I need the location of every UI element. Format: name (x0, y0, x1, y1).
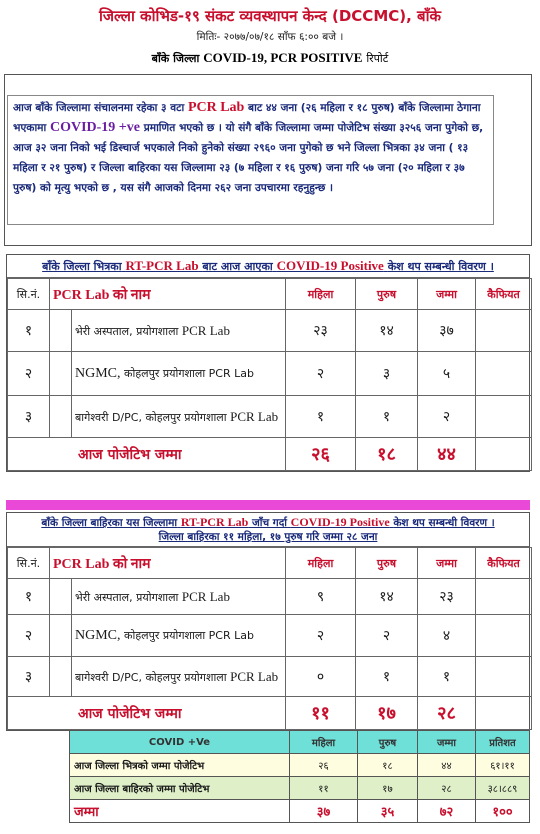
table-row (70, 777, 530, 800)
row-spacer (50, 615, 72, 657)
row-male: २ (356, 615, 418, 657)
row-total: १ (418, 657, 476, 697)
summary-row-total: २८ (418, 777, 476, 800)
table1-title-b: RT-PCR Lab (125, 258, 199, 273)
table1-col-sn: सि.नं. (8, 279, 50, 310)
row-lab-name-b: PCR Lab (230, 668, 279, 684)
summary-row-label: आज जिल्ला बाहिरको जम्मा पोजेटिभ (70, 777, 290, 800)
summary-row-female: ३७ (290, 800, 358, 823)
table2-col-name: PCR Lab को नाम (50, 548, 286, 579)
table-row (8, 615, 532, 657)
report-heading-suffix: रिपोर्ट (366, 52, 389, 65)
table-row (8, 396, 532, 438)
row-spacer (50, 579, 72, 615)
row-lab-name-b: PCR Lab (181, 588, 230, 604)
table1-title (7, 255, 529, 278)
table2-total-total: २८ (418, 697, 476, 730)
report-heading (0, 50, 540, 66)
row-total: ४ (418, 615, 476, 657)
table1-total-label: आज पोजेटिभ जम्मा (8, 438, 286, 471)
table1-total-remarks (476, 438, 532, 471)
summary-covid-positive: COVID-19 +ve (49, 120, 140, 135)
row-male: १४ (356, 579, 418, 615)
row-lab-name-b: PCR Lab (230, 408, 279, 424)
table2-title-d: COVID-19 Positive (290, 515, 390, 529)
table1-title-c: बाट आज आएका (202, 260, 273, 273)
summary-row-male: ३५ (358, 800, 418, 823)
summary-row-female: ११ (290, 777, 358, 800)
table1-col-remarks: कैफियत (476, 279, 532, 310)
row-lab-name-a: भेरी अस्पताल, प्रयोगशाला (75, 324, 179, 338)
table1-header-row (8, 279, 532, 310)
table-row (70, 800, 530, 823)
table1-total-total: ४४ (418, 438, 476, 471)
row-lab-name (72, 657, 286, 697)
row-spacer (50, 657, 72, 697)
summary-box (4, 74, 532, 246)
table2-title-e: केश थप सम्बन्धी विवरण । (393, 517, 495, 529)
report-date: मितिः- २०७७/०७/१८ साँफ ६:०० बजे । (196, 31, 344, 43)
table-row (8, 310, 532, 352)
summary-col-percent: प्रतिशत (476, 731, 530, 754)
table-row (8, 657, 532, 697)
row-male: १४ (356, 310, 418, 352)
summary-part-2: बाट ४४ जना (२६ महिला र १८ पुरुष) बाँके जिल्लामा ठेगाना भएकामा (13, 102, 481, 134)
table2-title (7, 513, 529, 547)
table1-col-name: PCR Lab को नाम (50, 279, 286, 310)
summary-table (69, 730, 530, 823)
table2-total-male: १७ (356, 697, 418, 730)
row-male: १ (356, 396, 418, 438)
row-lab-name-a: NGMC, (75, 366, 121, 381)
table2-subtitle: जिल्ला बाहिरका ११ महिला, १७ पुरुष गरि जम्मा २८ जना (158, 531, 378, 543)
district-inside-table (6, 254, 530, 472)
table2-col-sn: सि.नं. (8, 548, 50, 579)
row-lab-name-a: NGMC, (75, 628, 121, 643)
row-lab-name (72, 396, 286, 438)
table2-col-male: पुरुष (356, 548, 418, 579)
report-heading-prefix: बाँके जिल्ला (151, 52, 200, 65)
row-lab-name-a: भेरी अस्पताल, प्रयोगशाला (75, 590, 179, 604)
summary-header-row (70, 731, 530, 754)
row-sn: १ (8, 579, 50, 615)
table2-col-female: महिला (286, 548, 356, 579)
row-sn: ३ (8, 657, 50, 697)
row-lab-name-b: कोहलपुर प्रयोगशाला PCR Lab (124, 629, 254, 642)
row-sn: ३ (8, 396, 50, 438)
row-female: ० (286, 657, 356, 697)
row-male: १ (356, 657, 418, 697)
summary-col-total: जम्मा (418, 731, 476, 754)
report-heading-main: COVID-19, PCR POSITIVE (203, 50, 363, 65)
row-lab-name (72, 352, 286, 396)
page-title: जिल्ला कोभिड-१९ संकट व्यवस्थापन केन्द (DCCMC), बाँके (99, 7, 441, 25)
summary-row-label: जम्मा (70, 800, 290, 823)
row-sn: २ (8, 615, 50, 657)
row-female: १ (286, 396, 356, 438)
table2-title-a: बाँके जिल्ला बाहिरका यस जिल्लामा (41, 517, 178, 529)
summary-pcr-lab: PCR Lab (187, 100, 245, 115)
table-row (8, 352, 532, 396)
row-female: २३ (286, 310, 356, 352)
summary-row-percent: १०० (476, 800, 530, 823)
table-row (8, 579, 532, 615)
row-remarks (476, 579, 532, 615)
table-row (70, 754, 530, 777)
table1-title-a: बाँके जिल्ला भित्रका (42, 260, 122, 273)
table2-total-female: ११ (286, 697, 356, 730)
summary-col-male: पुरुष (358, 731, 418, 754)
row-female: २ (286, 615, 356, 657)
table1-total-row (8, 438, 532, 471)
row-lab-name-b: PCR Lab (181, 322, 230, 338)
row-total: २ (418, 396, 476, 438)
table2-header-row (8, 548, 532, 579)
table1-col-total: जम्मा (418, 279, 476, 310)
summary-row-label: आज जिल्ला भित्रको जम्मा पोजेटिभ (70, 754, 290, 777)
section-divider (6, 500, 530, 510)
row-spacer (50, 352, 72, 396)
row-spacer (50, 310, 72, 352)
table2-col-remarks: कैफियत (476, 548, 532, 579)
summary-col-label: COVID +Ve (70, 731, 290, 754)
row-female: २ (286, 352, 356, 396)
table2-total-label: आज पोजेटिभ जम्मा (8, 697, 286, 730)
summary-text (7, 95, 494, 225)
row-remarks (476, 657, 532, 697)
row-total: ५ (418, 352, 476, 396)
table1-title-e: केश थप सम्बन्धी विवरण । (387, 260, 494, 273)
row-lab-name-a: बागेश्वरी D/PC, कोहलपुर प्रयोगशाला (75, 410, 227, 424)
summary-row-percent: ६१।११ (476, 754, 530, 777)
row-lab-name-b: कोहलपुर प्रयोगशाला PCR Lab (124, 367, 254, 380)
row-total: २३ (418, 579, 476, 615)
row-lab-name (72, 310, 286, 352)
row-sn: २ (8, 352, 50, 396)
table2-title-c: जाँच गर्दा (251, 517, 288, 529)
summary-part-3: प्रमाणित भएको छ । यो संगै बाँके जिल्लामा जम्मा पोजेटिभ संख्या ३२५६ जना पुगेको छ, आज ३२ जना निको भई डिस्चार्ज भएकाले निको हुनेको संख्या २९६० जना पुगेको छ भने जिल्ला भित्रका ३४ जना ( १३ महिला र २१ पुरुष) र जिल्ला बाहिरका यस जिल्लामा २३ (७ महिला र १६ पुरुष) जना गरि ५७ जना (२० महिला र ३७ पुरुष) को मृत्यु भएको छ , यस संगै आजको दिनमा २६२ जना उपचारमा रहनुहुन्छ । (13, 122, 484, 194)
row-male: ३ (356, 352, 418, 396)
table1-col-male: पुरुष (356, 279, 418, 310)
row-lab-name (72, 615, 286, 657)
table1-total-female: २६ (286, 438, 356, 471)
summary-row-female: २६ (290, 754, 358, 777)
table1-title-d: COVID-19 Positive (276, 258, 384, 273)
row-remarks (476, 615, 532, 657)
row-remarks (476, 310, 532, 352)
table1-total-male: १८ (356, 438, 418, 471)
summary-row-percent: ३८।८८९ (476, 777, 530, 800)
table1-col-female: महिला (286, 279, 356, 310)
summary-part-1: आज बाँके जिल्लामा संचालनमा रहेका ३ वटा (13, 102, 185, 114)
summary-row-total: ७२ (418, 800, 476, 823)
summary-col-female: महिला (290, 731, 358, 754)
table2-total-remarks (476, 697, 532, 730)
summary-row-male: १७ (358, 777, 418, 800)
district-outside-table (6, 512, 530, 731)
summary-row-total: ४४ (418, 754, 476, 777)
row-spacer (50, 396, 72, 438)
row-lab-name (72, 579, 286, 615)
row-female: ९ (286, 579, 356, 615)
row-total: ३७ (418, 310, 476, 352)
table2-total-row (8, 697, 532, 730)
row-sn: १ (8, 310, 50, 352)
summary-row-male: १८ (358, 754, 418, 777)
row-remarks (476, 396, 532, 438)
row-remarks (476, 352, 532, 396)
table2-col-total: जम्मा (418, 548, 476, 579)
row-lab-name-a: बागेश्वरी D/PC, कोहलपुर प्रयोगशाला (75, 670, 227, 684)
table2-title-b: RT-PCR Lab (180, 515, 249, 529)
